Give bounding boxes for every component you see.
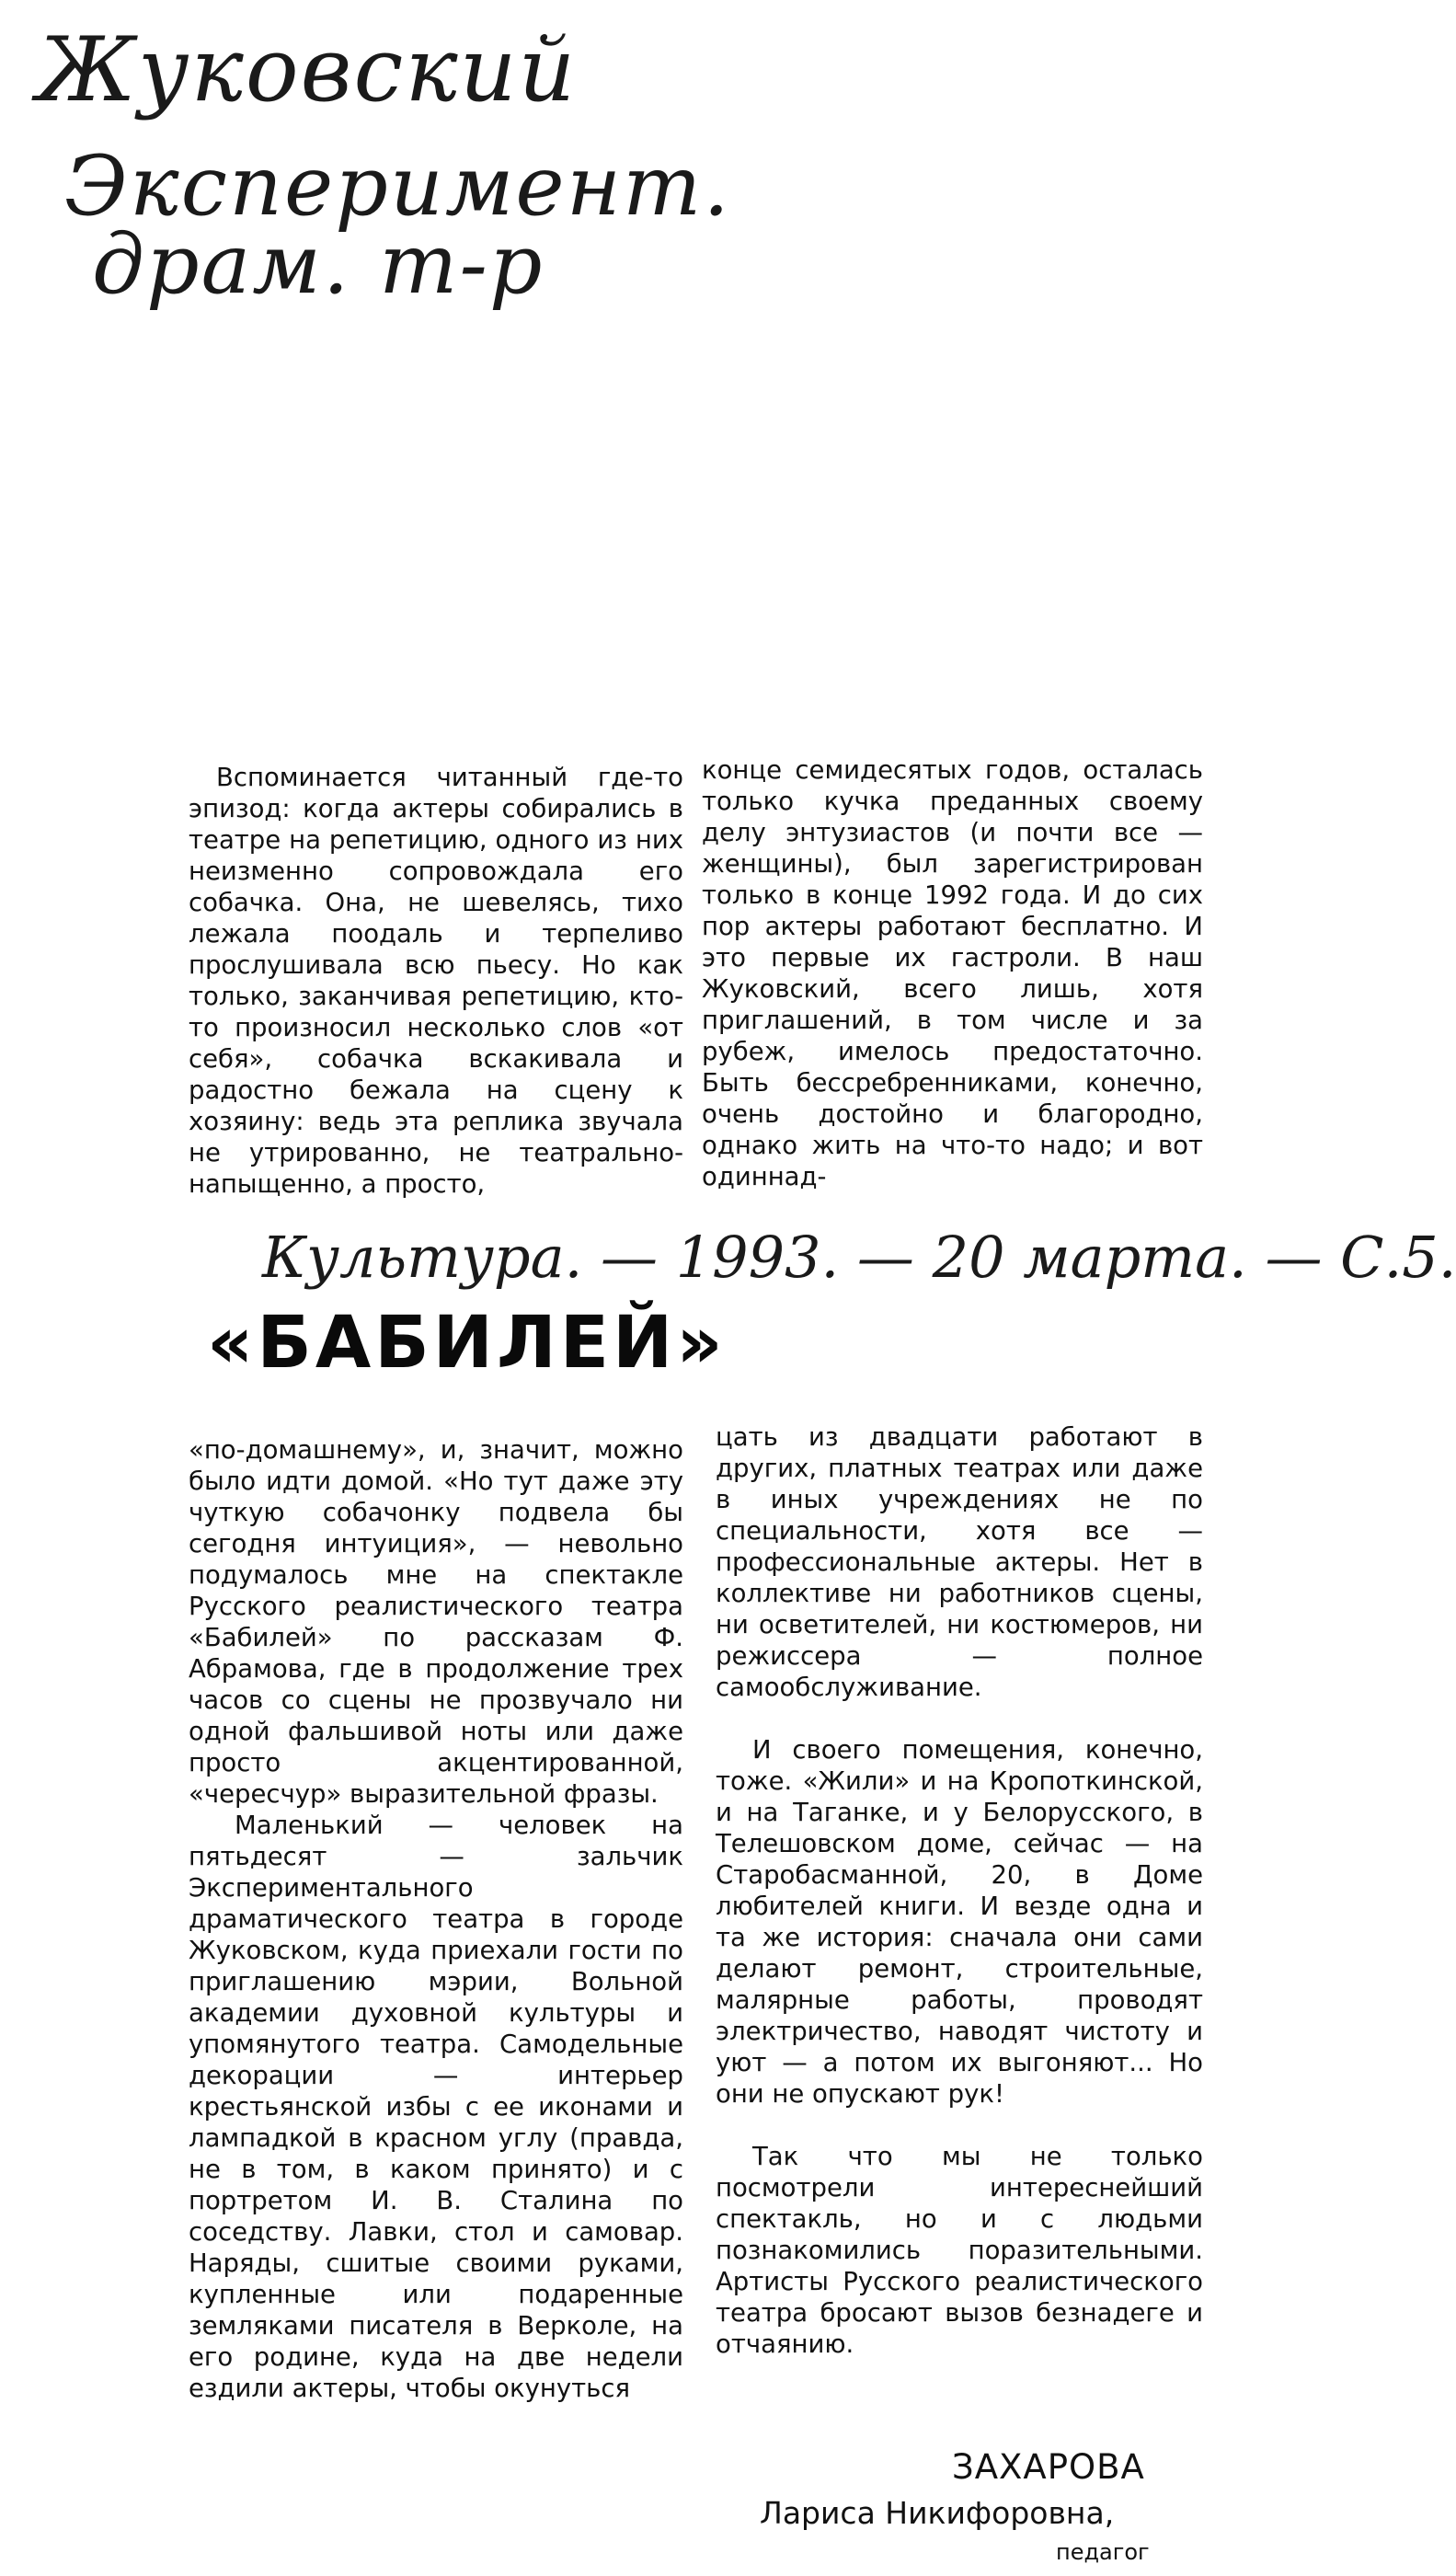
handwritten-source-note: Культура. — 1993. — 20 марта. — С.5.	[262, 1224, 1456, 1291]
article-headline: «БАБИЛЕЙ»	[207, 1302, 727, 1385]
paragraph: «по-домашнему», и, значит, можно было идти домой. «Но тут даже эту чуткую собачонку подвела бы сегодня интуиция», — невольно подумалось мне на спектакле Русского реалистического театра «Бабилей» по рассказам Ф. Абрамова, где в продолжение трех часов со сцены не прозвучало ни одной фальшивой ноты или даже просто акцентированной, «чересчур» выразительной фразы.	[189, 1435, 683, 1809]
author-fullname: Лариса Никифоровна,	[760, 2495, 1115, 2531]
paragraph: Вспоминается читанный где-то эпизод: когда актеры собирались в театре на репетицию, одного из них неизменно сопровождала его собачка. Она, не шевелясь, тихо лежала поодаль и терпеливо прослушивала всю пьесу. Но как только, заканчивая репетицию, кто-то произносил несколько слов «от себя», собачка вскакивала и радостно бежала на сцену к хозяину: ведь эта реплика звучала не утрированно, не театрально-напыщенно, а просто,	[189, 763, 683, 1199]
handwritten-note-line: Жуковский	[37, 18, 578, 121]
article-column-3	[189, 1434, 683, 2404]
paragraph: Маленький — человек на пятьдесят — зальчик Экспериментального драматического театра в городе Жуковском, куда приехали гости по приглашению мэрии, Вольной академии духовной культуры и упомянутого театра. Самодельные декорации — интерьер крестьянской избы с ее иконами и лампадкой в красном углу (правда, не в том, в каком принято) и с портретом И. В. Сталина по соседству. Лавки, стол и самовар. Наряды, сшитые своими руками, купленные или подаренные земляками писателя в Верколе, на его родине, куда на две недели ездили актеры, чтобы окунуться	[189, 1811, 683, 2403]
handwritten-note-line: драм. т-р	[92, 216, 545, 313]
paragraph: Так что мы не только посмотрели интереснейший спектакль, но и с людьми познакомились поразительными. Артисты Русского реалистического театра бросают вызов безнадеге и отчаянию.	[716, 2142, 1203, 2359]
handwritten-note-line: Эксперимент.	[64, 138, 731, 235]
paragraph: конце семидесятых годов, осталась только кучка преданных своему делу энтузиастов (и почти все — женщины), был зарегистрирован только в конце 1992 года. И до сих пор актеры работают бесплатно. И это первые их гастроли. В наш Жуковский, всего лишь, хотя приглашений, в том числе и за рубеж, имелось предостаточно. Быть бессребренниками, конечно, очень достойно и благородно, однако жить на что-то надо; и вот одиннад-	[702, 755, 1203, 1191]
article-column-2	[702, 754, 1203, 1192]
author-surname: ЗАХАРОВА	[952, 2447, 1145, 2487]
paragraph: цать из двадцати работают в других, платных театрах или даже в иных учреждениях не по специальности, хотя все — профессиональные актеры. Нет в коллективе ни работников сцены, ни осветителей, ни костюмеров, ни режиссера — полное самообслуживание.	[716, 1422, 1203, 1702]
article-column-4	[716, 1421, 1203, 2360]
author-role: педагог	[1056, 2539, 1150, 2565]
article-column-1	[189, 762, 683, 1200]
paragraph: И своего помещения, конечно, тоже. «Жили» и на Кропоткинской, и на Таганке, и у Белорусского, в Телешовском доме, сейчас — на Старобасманной, 20, в Доме любителей книги. И везде одна и та же история: сначала они сами делают ремонт, строительные, малярные работы, проводят электричество, наводят чистоту и уют — а потом их выгоняют... Но они не опускают рук!	[716, 1735, 1203, 2109]
